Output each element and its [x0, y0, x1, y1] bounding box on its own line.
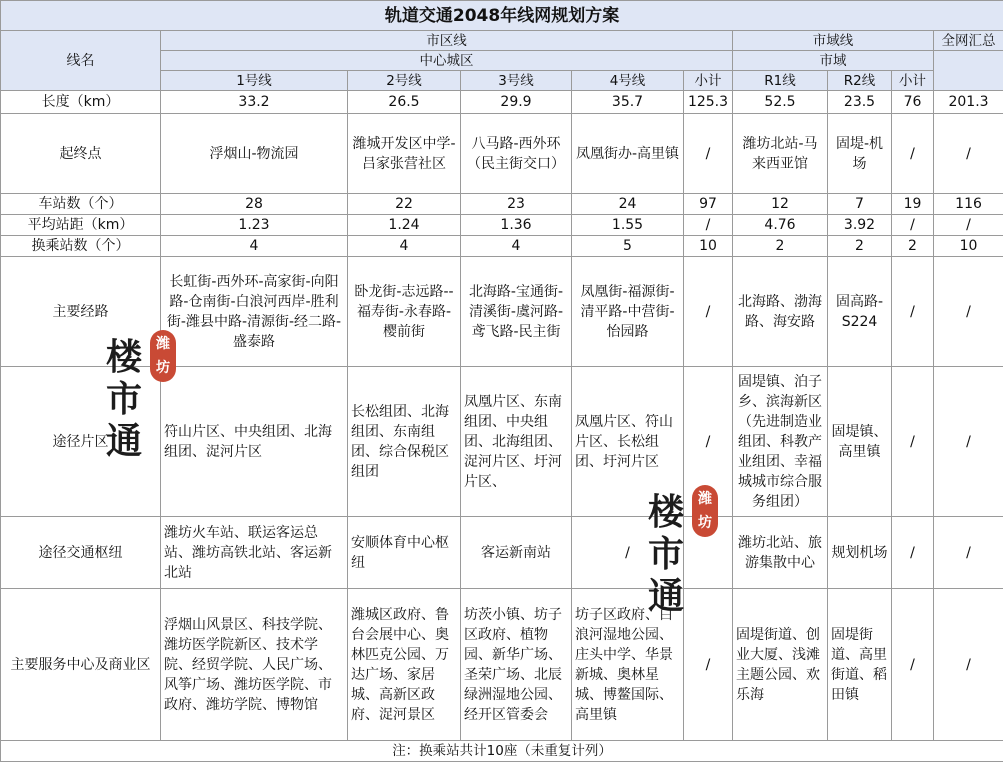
table-row	[1, 215, 1003, 236]
table-cell: 4	[348, 236, 461, 257]
table-cell	[684, 517, 733, 589]
table-cell: 4	[161, 236, 348, 257]
table-cell: 12	[733, 194, 828, 215]
header-network-total: 全网汇总	[934, 31, 1003, 51]
table-cell: /	[892, 589, 934, 741]
table-cell: 浮烟山-物流园	[161, 114, 348, 194]
table-cell: 7	[828, 194, 892, 215]
col-header: R2线	[828, 71, 892, 91]
watermark-seal: 潍坊	[692, 485, 718, 537]
table-row	[1, 257, 1003, 367]
row-label: 车站数（个）	[1, 194, 161, 215]
col-header: 1号线	[161, 71, 348, 91]
table-cell: 卧龙街-志远路--福寿街-永春路-樱前街	[348, 257, 461, 367]
table-cell: /	[572, 517, 684, 589]
col-header: 3号线	[461, 71, 572, 91]
table-cell: 浮烟山风景区、科技学院、潍坊医学院新区、技术学院、经贸学院、人民广场、风筝广场、潍坊医学院、市政府、潍坊学院、博物馆	[161, 589, 348, 741]
table-cell: 符山片区、中央组团、北海组团、浞河片区	[161, 367, 348, 517]
table-cell: 坊子区政府、白浪河湿地公园、庄头中学、华景新城、奥林星城、博鳌国际、高里镇	[572, 589, 684, 741]
table-row	[1, 114, 1003, 194]
table-cell: 22	[348, 194, 461, 215]
table-cell: 2	[733, 236, 828, 257]
table-cell: 八马路-西外环（民主街交口）	[461, 114, 572, 194]
watermark-brush-text: 楼 市 通	[105, 336, 142, 462]
table-cell: 规划机场	[828, 517, 892, 589]
table-cell: 长松组团、北海组团、东南组团、综合保税区组团	[348, 367, 461, 517]
watermark-brush-text: 楼 市 通	[647, 491, 684, 617]
table-cell: 长虹街-西外环-高家街-向阳路-仓南街-白浪河西岸-胜利街-潍县中路-清源街-经二路-盛泰路	[161, 257, 348, 367]
table-row	[1, 367, 1003, 517]
table-cell: 52.5	[733, 91, 828, 114]
col-header: 小计	[892, 71, 934, 91]
table-row	[1, 91, 1003, 114]
table-cell: 28	[161, 194, 348, 215]
table-cell: 潍城区政府、鲁台会展中心、奥林匹克公园、万达广场、家居城、高新区政府、浞河景区	[348, 589, 461, 741]
row-label: 途径交通枢纽	[1, 517, 161, 589]
header-regional: 市域	[733, 51, 934, 71]
table-cell: 1.23	[161, 215, 348, 236]
table-cell: /	[892, 257, 934, 367]
col-header: 4号线	[572, 71, 684, 91]
table-row	[1, 236, 1003, 257]
table-cell: 凤凰片区、符山片区、长松组团、圩河片区	[572, 367, 684, 517]
table-cell: 29.9	[461, 91, 572, 114]
table-cell: 凤凰街办-高里镇	[572, 114, 684, 194]
table-cell: 安顺体育中心枢纽	[348, 517, 461, 589]
table-cell: 23	[461, 194, 572, 215]
table-row	[1, 589, 1003, 741]
table-cell: /	[934, 367, 1003, 517]
table-cell: 坊茨小镇、坊子区政府、植物园、新华广场、圣荣广场、北辰绿洲湿地公园、经开区管委会	[461, 589, 572, 741]
table-cell: /	[684, 114, 733, 194]
table-cell: 24	[572, 194, 684, 215]
col-header: R1线	[733, 71, 828, 91]
row-label: 长度（km）	[1, 91, 161, 114]
table-cell: 35.7	[572, 91, 684, 114]
table-cell: 1.55	[572, 215, 684, 236]
table-cell: 2	[828, 236, 892, 257]
table-cell: 固高路-S224	[828, 257, 892, 367]
row-label: 起终点	[1, 114, 161, 194]
table-row	[1, 194, 1003, 215]
table-cell: 97	[684, 194, 733, 215]
table-cell: 凤凰片区、东南组团、中央组团、北海组团、浞河片区、圩河片区、	[461, 367, 572, 517]
table-cell: /	[934, 517, 1003, 589]
row-label: 换乘站数（个）	[1, 236, 161, 257]
table-cell: 北海路、渤海路、海安路	[733, 257, 828, 367]
table-cell: 201.3	[934, 91, 1003, 114]
table-cell: 23.5	[828, 91, 892, 114]
table-cell: /	[684, 215, 733, 236]
table-cell: 125.3	[684, 91, 733, 114]
table-cell: 76	[892, 91, 934, 114]
header-regional-lines: 市域线	[733, 31, 934, 51]
table-cell: 116	[934, 194, 1003, 215]
table-cell: 19	[892, 194, 934, 215]
table-cell: 10	[684, 236, 733, 257]
table-title: 轨道交通2048年线网规划方案	[1, 1, 1003, 31]
header-urban-lines: 市区线	[161, 31, 733, 51]
table-cell: /	[684, 589, 733, 741]
table-cell: /	[934, 215, 1003, 236]
table-cell: 26.5	[348, 91, 461, 114]
table-cell: 客运新南站	[461, 517, 572, 589]
table-cell: 1.24	[348, 215, 461, 236]
table-cell: 固堤街道、创业大厦、浅滩主题公园、欢乐海	[733, 589, 828, 741]
table-cell: 33.2	[161, 91, 348, 114]
table-cell: 固堤镇、高里镇	[828, 367, 892, 517]
table-cell: 潍城开发区中学-吕家张营社区	[348, 114, 461, 194]
col-header: 2号线	[348, 71, 461, 91]
table-cell: /	[684, 257, 733, 367]
table-cell: 固堤街道、高里街道、稻田镇	[828, 589, 892, 741]
row-label: 主要服务中心及商业区	[1, 589, 161, 741]
table-cell: /	[934, 114, 1003, 194]
table-cell: 潍坊北站-马来西亚馆	[733, 114, 828, 194]
table-cell: 固堤-机场	[828, 114, 892, 194]
header-network-blank	[934, 51, 1003, 91]
table-cell: /	[892, 517, 934, 589]
table-cell: 3.92	[828, 215, 892, 236]
table-row	[1, 517, 1003, 589]
table-cell: 凤凰街-福源街-清平路-中营街-怡园路	[572, 257, 684, 367]
table-cell: /	[934, 257, 1003, 367]
table-cell: 潍坊北站、旅游集散中心	[733, 517, 828, 589]
row-label: 平均站距（km）	[1, 215, 161, 236]
table-cell: /	[934, 589, 1003, 741]
table-cell: 10	[934, 236, 1003, 257]
header-central-district: 中心城区	[161, 51, 733, 71]
table-cell: 固堤镇、泊子乡、滨海新区（先进制造业组团、科教产业组团、幸福城城市综合服务组团）	[733, 367, 828, 517]
table-cell: 2	[892, 236, 934, 257]
table-cell: /	[892, 215, 934, 236]
row-label: 主要经路	[1, 257, 161, 367]
table-cell: 潍坊火车站、联运客运总站、潍坊高铁北站、客运新北站	[161, 517, 348, 589]
table-cell: /	[892, 114, 934, 194]
table-cell: 4.76	[733, 215, 828, 236]
table-note: 注：换乘站共计10座（未重复计列）	[1, 741, 1003, 762]
col-header: 小计	[684, 71, 733, 91]
table-cell: /	[684, 367, 733, 517]
table-cell: 5	[572, 236, 684, 257]
row-label: 途径片区	[1, 367, 161, 517]
table-cell: 4	[461, 236, 572, 257]
table-cell: 北海路-宝通街-清溪街-虞河路-鸢飞路-民主街	[461, 257, 572, 367]
header-line-name: 线名	[1, 31, 161, 91]
table-cell: /	[892, 367, 934, 517]
table-cell: 1.36	[461, 215, 572, 236]
watermark-seal: 潍坊	[150, 330, 176, 382]
